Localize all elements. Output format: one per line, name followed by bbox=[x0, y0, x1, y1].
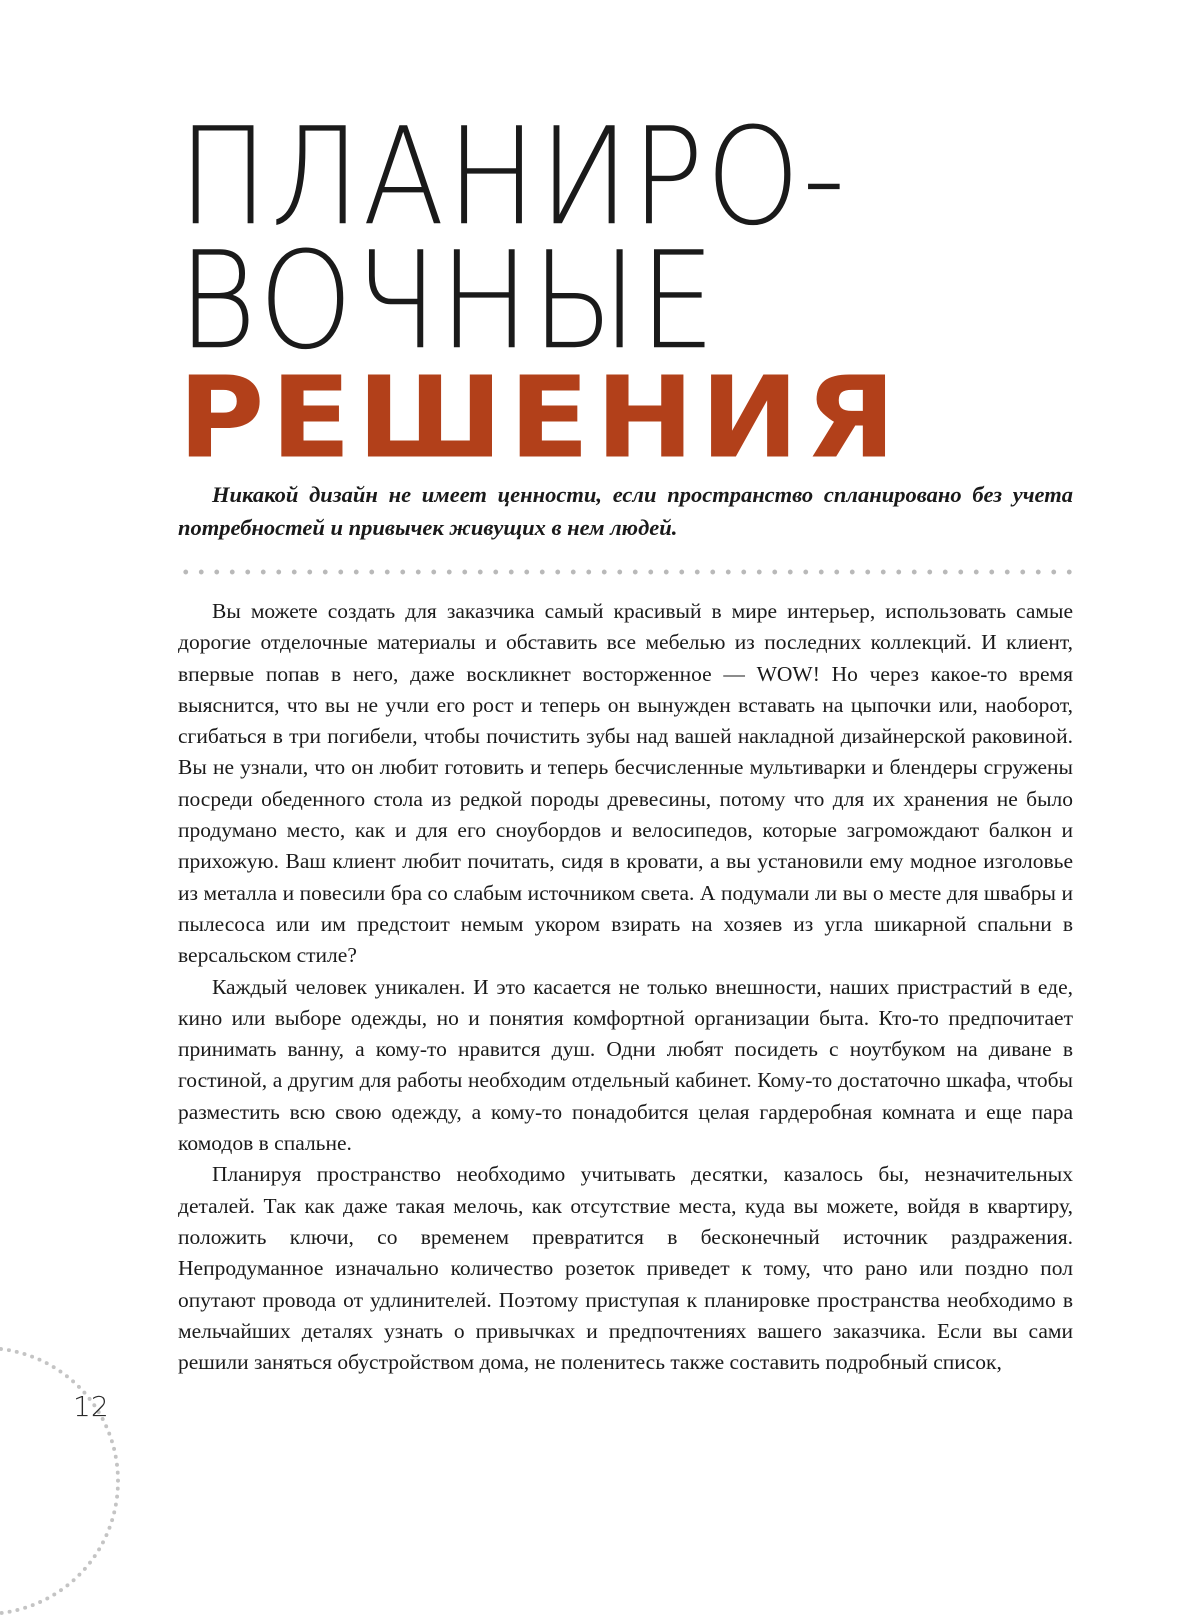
heading-line-1: ПЛАНИРО- bbox=[178, 100, 848, 256]
dotted-divider bbox=[178, 569, 1073, 575]
paragraph-2: Каждый человек уникален. И это касается не только внешности, наших пристрастий в еде, кино или выборе одежды, но и понятия комфортной организации быта. Кто-то предпочитает принимать ванну, а кому-то нравится душ. Одни любят посидеть с ноутбуком на диване в гостиной, а другим для работы необходим отдельный кабинет. Кому-то достаточно шкафа, чтобы разместить всю свою одежду, а кому-то понадобится целая гардеробная комната и еще пара комодов в спальне. bbox=[178, 974, 1073, 1156]
body-text bbox=[178, 596, 1073, 1378]
lead-paragraph: Никакой дизайн не имеет ценности, если пространство спланировано без учета потребностей и привычек живущих в нем людей. bbox=[178, 482, 1073, 540]
paragraph-3: Планируя пространство необходимо учитывать десятки, казалось бы, незначительных деталей. Так как даже такая мелочь, как отсутствие места, куда вы можете, войдя в квартиру, положить ключи, со временем превратится в бесконечный источник раздражения. Непродуманное изначально количество розеток приведет к тому, что рано или поздно пол опутают провода от удлинителей. Поэтому приступая к планировке пространства необходимо в мельчайших деталях узнать о привычках и предпочтениях вашего заказчика. Если вы сами решили заняться обустройством дома, не поленитесь также составить подробный список, bbox=[178, 1162, 1073, 1375]
paragraph-1: Вы можете создать для заказчика самый красивый в мире интерьер, использовать самые дорогие отделочные материалы и обставить все мебелью из последних коллекций. И клиент, впервые попав в него, даже воскликнет восторженное — WOW! Но через какое-то время выяснится, что вы не учли его рост и теперь он вынужден вставать на цыпочки или, наоборот, сгибаться в три погибели, чтобы почистить зубы над вашей накладной дизайнерской раковиной. Вы не узнали, что он любит готовить и теперь бесчисленные мультиварки и блендеры сгружены посреди обеденного стола из редкой породы древесины, потому что для их хранения не было продумано место, как и для его сноубордов и велосипедов, которые загромождают балкон и прихожую. Ваш клиент любит почитать, сидя в кровати, а вы установили ему модное изголовье из металла и повесили бра со слабым источником света. А подумали ли вы о месте для швабры и пылесоса или им предстоит немым укором взирать на хозяев из угла шикарной спальни в версальском стиле? bbox=[178, 599, 1073, 968]
heading-line-2: ВОЧНЫЕ bbox=[178, 224, 718, 380]
heading-line-3-accent: РЕШЕНИЯ bbox=[178, 352, 902, 484]
dotted-circle-decoration bbox=[0, 1346, 120, 1616]
page-number: 12 bbox=[73, 1390, 109, 1423]
